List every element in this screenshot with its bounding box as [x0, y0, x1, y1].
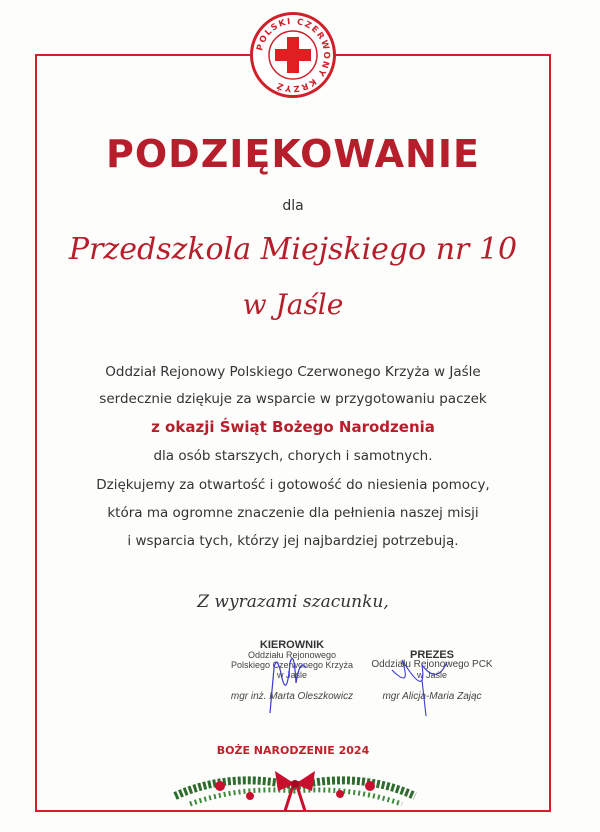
- body-line: dla osób starszych, chorych i samotnych.: [153, 448, 433, 464]
- signature-org: w Jaśle: [276, 670, 307, 680]
- signature-block-manager: [222, 640, 362, 702]
- red-cross-icon: [275, 37, 311, 73]
- closing: Z wyrazami szacunku,: [197, 592, 389, 612]
- signature-role: PREZES: [409, 649, 454, 661]
- handwritten-signature: [262, 648, 312, 718]
- christmas-garland-decoration: [170, 756, 420, 816]
- signature-name: mgr inż. Marta Oleszkowicz: [230, 691, 354, 702]
- recipient-name: Przedszkola Miejskiego nr 10: [68, 232, 518, 267]
- certificate-title: PODZIĘKOWANIE: [106, 132, 480, 176]
- handwritten-signature: [382, 650, 462, 720]
- svg-text:POLSKI CZERWONY KRZYŻ: POLSKI CZERWONY KRZYŻ: [255, 16, 332, 94]
- body-highlight: z okazji Świąt Bożego Narodzenia: [151, 418, 435, 436]
- pck-logo: [250, 12, 336, 98]
- footer-label: BOŻE NARODZENIE 2024: [216, 744, 370, 757]
- body-line: i wsparcia tych, którzy jej najbardziej potrzebują.: [127, 533, 459, 549]
- signature-org: w Jaśle: [416, 670, 447, 680]
- signature-block-president: [362, 650, 502, 702]
- body-line: serdecznie dziękuje za wsparcie w przygotowaniu paczek: [99, 391, 487, 407]
- body-line: Dziękujemy za otwartość i gotowość do niesienia pomocy,: [96, 477, 490, 493]
- for-label: dla: [282, 198, 304, 214]
- signature-role: KIEROWNIK: [259, 639, 325, 651]
- signature-org: Polskiego Czerwonego Krzyża: [230, 660, 354, 670]
- body-line: Oddział Rejonowy Polskiego Czerwonego Krzyża w Jaśle: [105, 364, 481, 380]
- signature-org: Oddziału Rejonowego PCK: [371, 659, 493, 670]
- body-line: która ma ogromne znaczenie dla pełnienia naszej misji: [107, 505, 479, 521]
- recipient-location: w Jaśle: [242, 288, 344, 321]
- signature-name: mgr Alicja-Maria Zając: [382, 691, 482, 702]
- signature-org: Oddziału Rejonowego: [247, 650, 337, 660]
